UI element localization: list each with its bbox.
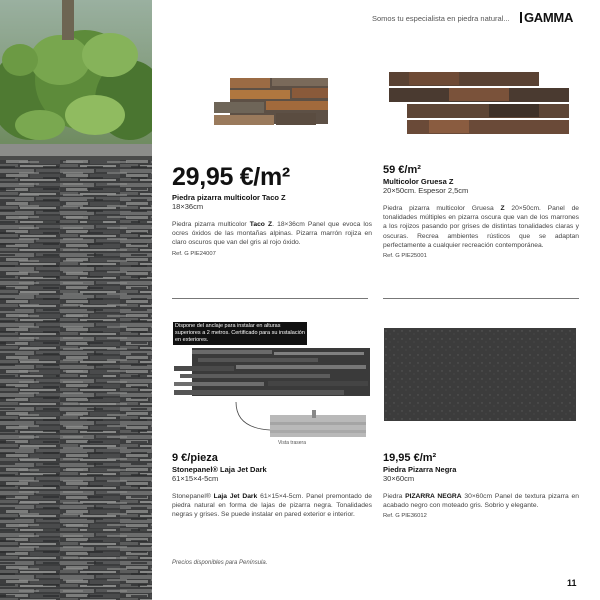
product-dimensions: 30×60cm	[383, 474, 415, 483]
garden-wall-photo	[0, 0, 152, 600]
product-reference: Ref. G PIE36012	[383, 513, 427, 520]
laja-jet-dark-back-image	[270, 410, 366, 438]
product-taco-z	[172, 165, 372, 257]
product-dimensions: 18×36cm	[172, 202, 204, 211]
product-name: Multicolor Gruesa Z	[383, 177, 454, 186]
product-price: 29,95 €/m²	[172, 163, 290, 191]
product-reference: Ref. G PIE25001	[383, 252, 427, 259]
product-dimensions: 61×15×4-5cm	[172, 474, 219, 483]
product-price: 59 €/m²	[383, 164, 421, 176]
laja-jet-dark-front-image	[174, 346, 370, 402]
garden-wall-image	[0, 0, 152, 600]
product-laja-jet-dark	[172, 453, 372, 520]
back-view-label: Vista trasera	[278, 440, 306, 446]
page-number: 11	[567, 578, 577, 588]
section-divider	[383, 298, 579, 299]
brand-logo: GAMMA	[524, 10, 574, 25]
pizarra-negra-image	[384, 328, 576, 421]
product-description: Piedra pizarra multicolor Taco Z. 18×36cm Panel que evoca los ocres óxidos de las montañas alpinas. Pizarra marrón rojiza en claro oscuros que van del gris al rojo óxido.	[172, 221, 372, 247]
header-tagline: Somos tu especialista en piedra natural...	[372, 14, 510, 23]
section-divider	[172, 298, 368, 299]
product-gruesa-z	[383, 165, 579, 259]
gruesa-z-stone-image	[389, 70, 569, 136]
product-description: Piedra PIZARRA NEGRA 30×60cm Panel de textura pizarra en acabado negro con moteado gris. Sobrio y elegante.	[383, 493, 579, 510]
product-name: Piedra Pizarra Negra	[383, 465, 457, 474]
product-description: Piedra pizarra multicolor Gruesa Z 20×50cm. Panel de tonalidades múltiples en pizarra oscura que van de los marrones a los rojizos pasando por grises de distintas tonalidades claras y oscuras. Recrea ambientes rústicos que se adaptan perfectamente a cualquier recreación contemporánea.	[383, 205, 580, 249]
product-name: Piedra pizarra multicolor Taco Z	[172, 193, 286, 202]
anchor-notice: Dispone del anclaje para instalar en alturas superiores a 2 metros. Certificado para su instalación en exteriores.	[173, 322, 307, 345]
taco-z-stone-image	[214, 74, 328, 128]
price-footnote: Precios disponibles para Península.	[172, 560, 268, 566]
product-description: Stonepanel® Laja Jet Dark 61×15×4-5cm. Panel premontado de piedra natural en forma de lajas de pizarra negra. Tonalidades negras y grises. Se puede instalar en pared exterior e interior.	[172, 493, 373, 519]
product-reference: Ref. G PIE24007	[172, 250, 216, 257]
product-price: 19,95 €/m²	[383, 452, 437, 464]
brand-separator	[520, 12, 522, 23]
product-dimensions: 20×50cm. Espesor 2,5cm	[383, 186, 469, 195]
product-name: Stonepanel® Laja Jet Dark	[172, 465, 267, 474]
product-price: 9 €/pieza	[172, 452, 218, 464]
product-pizarra-negra	[383, 453, 579, 519]
